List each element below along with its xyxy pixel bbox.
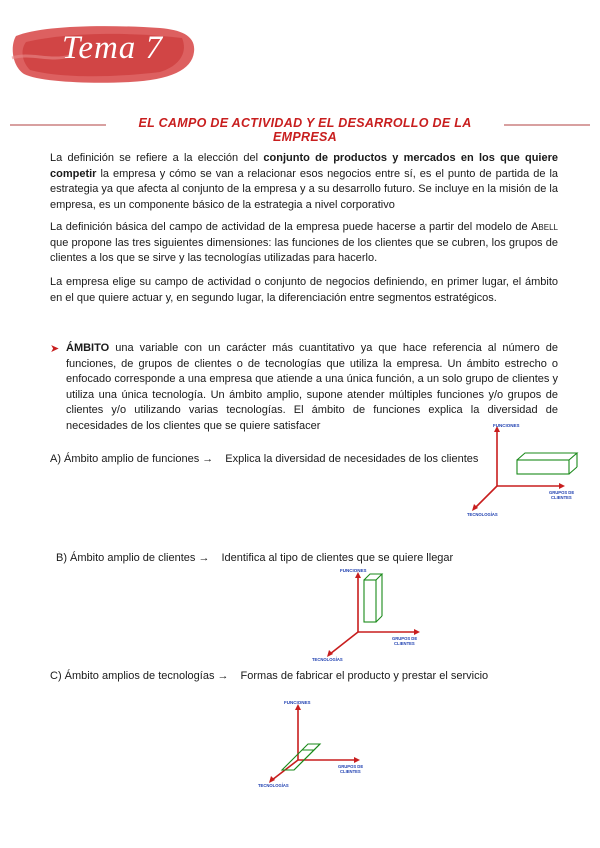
p1-bold-phrase: conjunto de productos y mercados en los que quiere competir <box>50 152 558 180</box>
label-funciones: FUNCIONES <box>284 700 311 705</box>
item-c-label: C) Ámbito amplios de tecnologías → <box>50 670 229 682</box>
p2-abell: Abell <box>531 221 558 233</box>
label-grupos-2: CLIENTES <box>394 641 415 646</box>
p1-text-c: la empresa y cómo se van a relacionar esos negocios entre sí, es el punto de partida de la estrategia ya que afecta al conjunto de la empresa y a su desarrollo futuro. Se incluye en la misión de la empresa, es un componente básico de la estrategia a nivel corporativo <box>50 167 558 211</box>
label-tecnologias: TECNOLOGÍAS <box>467 512 498 517</box>
p2-text-a: La definición básica del campo de actividad de la empresa puede hacerse a partir del modelo de <box>50 221 532 233</box>
p4-term: ÁMBITO <box>66 342 110 354</box>
item-b-desc: Identifica al tipo de clientes que se quiere llegar <box>221 552 454 564</box>
item-c-desc: Formas de fabricar el producto y prestar el servicio <box>240 670 489 682</box>
item-b-label: B) Ámbito amplio de clientes → <box>56 552 210 564</box>
label-grupos-2: CLIENTES <box>340 769 361 774</box>
diagram-a-funciones <box>465 420 580 520</box>
label-grupos-1: GRUPOS DE <box>392 636 418 641</box>
paragraph-definition <box>50 151 558 213</box>
paragraph-abell-model <box>50 220 558 267</box>
section-heading: EL CAMPO DE ACTIVIDAD Y EL DESARROLLO DE LA EMPRESA <box>138 116 472 144</box>
box-clientes <box>364 574 382 622</box>
label-grupos-2: CLIENTES <box>551 495 572 500</box>
chapter-title: Tema 7 <box>62 30 164 66</box>
label-grupos-1: GRUPOS DE <box>549 490 575 495</box>
label-tecnologias: TECNOLOGÍAS <box>312 657 343 662</box>
label-funciones: FUNCIONES <box>340 568 367 573</box>
axis-tecnologias <box>475 486 497 508</box>
p4-text: una variable con un carácter más cuantitativo ya que hace referencia al número de funciones, de grupos de clientes o de tecnologías que utiliza la empresa. Un ámbito estrecho o enfocado corresponde a una empresa que atiende a una única función, a un solo grupo de clientes y utiliza una única tecnología. Un ámbito amplio, supone atender múltiples funciones y/o grupos de clientes y/o utilizando varias tecnologías. El ámbito de funciones explica la diversidad de necesidades de los clientes que se quiere satisfacer <box>66 342 558 432</box>
item-a-desc: Explica la diversidad de necesidades de los clientes <box>225 453 479 465</box>
paragraph-campo-actividad: La empresa elige su campo de actividad o conjunto de negocios definiendo, en primer lugar, el ámbito en el que quiere actuar y, en segundo lugar, la diferenciación entre segmentos estratégicos. <box>50 276 558 304</box>
label-tecnologias: TECNOLOGÍAS <box>258 783 289 788</box>
item-c-line <box>50 670 488 682</box>
box-functions <box>517 453 577 474</box>
item-b-line <box>56 552 453 564</box>
label-funciones: FUNCIONES <box>493 423 520 428</box>
diagram-b-clientes <box>312 568 430 664</box>
p2-text-c: que propone las tres siguientes dimensiones: las funciones de los clientes que se cubren, los grupos de clientes a los que se sirve y las tecnologías utilizadas para hacerlo. <box>50 236 558 264</box>
item-a-line <box>50 453 478 465</box>
box-tecnologias <box>282 744 320 770</box>
bullet-arrow-icon: ➤ <box>50 343 60 355</box>
label-grupos-1: GRUPOS DE <box>338 764 364 769</box>
diagram-c-tecnologias <box>258 700 373 792</box>
item-a-label: A) Ámbito amplio de funciones → <box>50 453 214 465</box>
axis-tecnologias <box>330 632 358 654</box>
p1-text-a: La definición se refiere a la elección del <box>50 152 264 164</box>
